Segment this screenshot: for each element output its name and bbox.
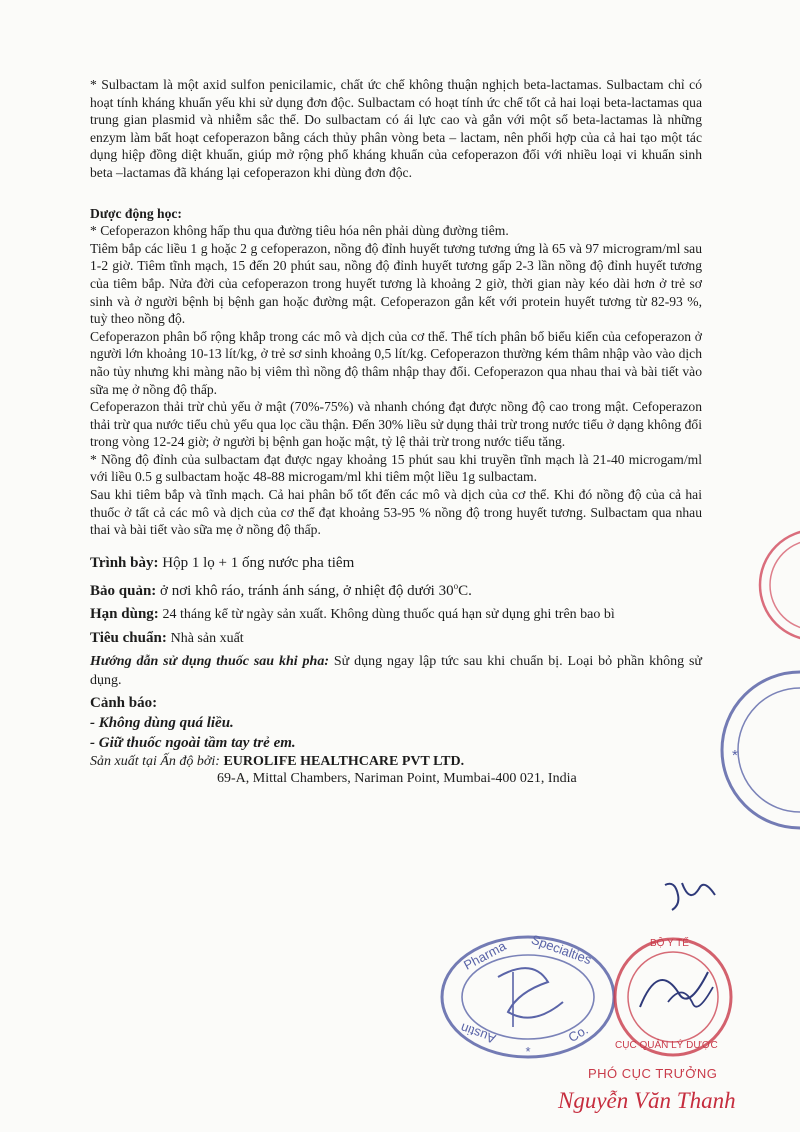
manufacturer-line	[90, 753, 702, 771]
document-body	[90, 76, 702, 788]
handwritten-mark	[660, 875, 720, 920]
expiry-label: Hạn dùng:	[90, 605, 159, 622]
degree-sign: o	[453, 580, 459, 591]
partial-blue-stamp	[680, 660, 800, 840]
presentation-label: Trình bày:	[90, 554, 159, 571]
usage-value: Sử dụng ngay lập tức sau khi chuẩn bị. Loại bỏ phần không sử dụng.	[90, 653, 702, 688]
pk-paragraph-3: Cefoperazon phân bố rộng khắp trong các mô và dịch của cơ thể. Thể tích phân bố biểu kiến của cefoperazon ở người lớn khoảng 10-13 lít/kg, ở trẻ sơ sinh khoảng 0,5 lít/kg. Cefoperazon thường kém thâm nhập vào vào dịch não tủy nhưng khi màng não bị viêm thì nồng độ thâm nhập thay đổi. Cefoperazon qua nhau thai và bài tiết vào sữa mẹ ở nồng độ thấp.	[90, 328, 702, 397]
usage-label: Hướng dẫn sử dụng thuốc sau khi pha:	[90, 653, 329, 669]
company-stamp-bottom-text: Austin	[458, 1020, 498, 1047]
ministry-stamp-top-text: BỘ Y TẾ	[650, 938, 689, 949]
manufacturer-name: EUROLIFE HEALTHCARE PVT LTD.	[223, 753, 465, 769]
presentation-row	[90, 553, 702, 573]
warning-label: Cảnh báo:	[90, 694, 158, 711]
presentation-value: Hộp 1 lọ + 1 ống nước pha tiêm	[162, 554, 355, 571]
company-stamp-co-text: Co.	[565, 1021, 591, 1046]
pk-paragraph-6: Sau khi tiêm bắp và tĩnh mạch. Cả hai phân bố tốt đến các mô và dịch của cơ thể. Khi đó nồng độ của cả hai thuốc ở tất cả các mô và dịch của cơ thể đạt khoảng 53-95 % nồng độ trong huyết tương. Sulbactam qua nhau thai và bài tiết vào sữa mẹ ở nồng độ thấp.	[90, 487, 702, 538]
standard-value: Nhà sản xuất	[170, 630, 244, 646]
partial-red-stamp	[740, 525, 800, 645]
sulbactam-paragraph: * Sulbactam là một axid sulfon penicilamic, chất ức chế không thuận nghịch beta-lactamas. Sulbactam chỉ có hoạt tính kháng khuẩn yếu khi sử dụng đơn độc. Sulbactam có hoạt tính ức chế tốt cả hai loại beta-lactamas qua trung gian plasmid và nhiễm sắc thể. Do sulbactam có ái lực cao và gắn với một số beta-lactamas là những enzym làm bất hoạt cefoperazon bằng cách thủy phân vòng beta – lactam, nên phối hợp của cả hai tạo một tác dụng hiệp đồng diệt khuẩn, giúp mở rộng phổ kháng khuẩn của cefoperazon đối với nhiều loại vi khuẩn sinh beta –lactamas đã kháng lại cefoperazon khi dùng đơn độc.	[90, 77, 702, 180]
ministry-stamp-bottom-text: CỤC QUẢN LÝ DƯỢC	[615, 1040, 718, 1051]
usage-row	[90, 652, 702, 690]
standard-label: Tiêu chuẩn:	[90, 629, 167, 646]
expiry-value: 24 tháng kể từ ngày sản xuất. Không dùng thuốc quá hạn sử dụng ghi trên bao bì	[162, 606, 615, 622]
storage-row	[90, 576, 702, 601]
standard-row	[90, 628, 702, 649]
manufacturer-address: 69-A, Mittal Chambers, Nariman Point, Mumbai-400 021, India	[217, 771, 577, 787]
pk-paragraph-5: * Nồng độ đỉnh của sulbactam đạt được ngay khoảng 15 phút sau khi truyền tĩnh mạch là 21-40 microgam/ml với liều 0.5 g sulbactam hoặc 48-88 microgam/ml khi tiêm một liều 1g sulbactam.	[90, 451, 702, 485]
pk-paragraph-4: Cefoperazon thải trừ chủ yếu ở mật (70%-75%) và nhanh chóng đạt được nồng độ cao trong mật. Cefoperazon thải trừ qua nước tiểu chủ yếu qua lọc cầu thận. Đến 30% liều sử dụng thải trừ trong nước tiểu ở dạng không đổi trong vòng 12-24 giờ; ở người bị bệnh gan hoặc mật, tỷ lệ thải trừ trong nước tiểu tăng.	[90, 399, 702, 450]
storage-label: Bảo quản:	[90, 582, 157, 599]
officer-title: PHÓ CỤC TRƯỞNG	[588, 1066, 718, 1081]
storage-value: ở nơi khô ráo, tránh ánh sáng, ở nhiệt độ dưới 30	[160, 582, 454, 599]
pk-paragraph-2: Tiêm bắp các liều 1 g hoặc 2 g cefoperazon, nồng độ đỉnh huyết tương tương ứng là 65 và 97 microgram/ml sau 1-2 giờ. Tiêm tĩnh mạch, 15 đến 20 phút sau, nồng độ đỉnh huyết tương gấp 2-3 lần nồng độ đỉnh huyết tương của tiêm bắp. Nửa đời của cefoperazon trong huyết tương là khoảng 2 giờ, thời gian này kéo dài hơn ở trẻ sơ sinh và ở người bệnh bị bệnh gan hoặc đường mật. Cefoperazon gắn kết với protein huyết tương từ 82-93 %, tuỳ theo nồng độ.	[90, 240, 702, 327]
company-stamp-top-text-2: Specialties	[529, 931, 594, 968]
expiry-row	[90, 604, 702, 625]
manufacturer-prefix: Sản xuất tại Ấn độ bởi:	[90, 753, 220, 769]
svg-text:*: *	[525, 1044, 531, 1059]
warning-item-1: - Không dùng quá liều.	[90, 714, 234, 731]
svg-text:*: *	[732, 747, 738, 764]
warning-item-2: - Giữ thuốc ngoài tầm tay trẻ em.	[90, 734, 296, 751]
storage-tail: C.	[458, 582, 472, 599]
officer-signature-name: Nguyễn Văn Thanh	[558, 1088, 736, 1113]
pk-paragraph-1: * Cefoperazon không hấp thu qua đường tiêu hóa nên phải dùng đường tiêm.	[90, 223, 509, 239]
pharmacokinetics-heading: Dược động học:	[90, 205, 182, 221]
warning-row	[90, 693, 702, 713]
company-stamp-top-text: Pharma	[461, 938, 509, 973]
